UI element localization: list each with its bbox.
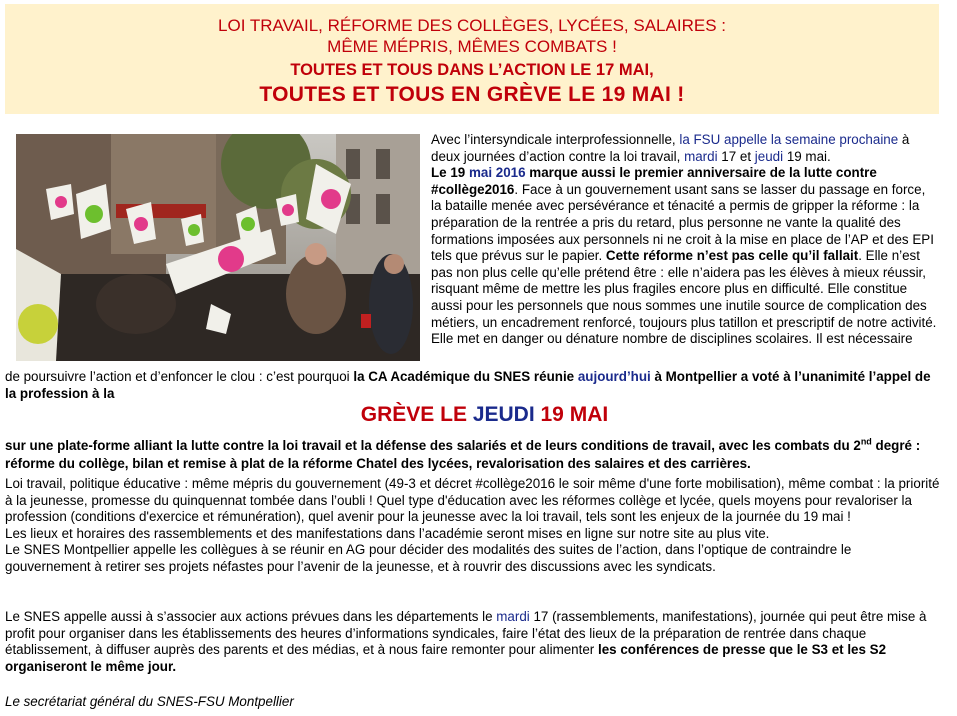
intro-text-7: 19 mai. xyxy=(783,148,831,164)
protest-crowd-flags-photo-icon xyxy=(16,134,420,361)
intro-text-2: la FSU appelle la semaine prochaine xyxy=(679,132,899,147)
intro-text-1: Avec l’intersyndicale interprofessionnelle, xyxy=(431,132,680,147)
continuation-text-2: la CA Académique du SNES réunie xyxy=(353,369,578,384)
intro-text-11: . Face à un gouvernement usant sans se lasser du passage en force, la bataille menée avec persévérance et ténacité a permis de gripper la réforme : la préparation de la rentrée a pris du retard, plus personne ne vante la qualité des formations imposées aux personnels ni ne croit à la mise en place de l’AP et des EPI tels que prévus sur le papier. xyxy=(431,181,934,264)
banner-line-4: TOUTES ET TOUS EN GRÈVE LE 19 MAI ! xyxy=(259,83,685,106)
banner-line-1: LOI TRAVAIL, RÉFORME DES COLLÈGES, LYCÉES, SALAIRES : xyxy=(218,16,726,35)
signature: Le secrétariat général du SNES-FSU Montpellier xyxy=(5,694,294,709)
paragraph-ag-call: Le SNES Montpellier appelle les collègues à se réunir en AG pour décider des modalités des suites de l’action, dans l’optique de contraindre le gouvernement à retirer ses projets néfastes pour l’avenir de la jeunesse, et à rouvrir des discussions avec les syndicats. xyxy=(5,542,852,574)
departments-text-1: Le SNES appelle aussi à s’associer aux actions prévues dans les départements le xyxy=(5,609,497,624)
intro-text-4: mardi xyxy=(684,148,718,164)
strike-headline-part-1: GRÈVE LE xyxy=(360,403,473,426)
departments-text-3: 17 (rassemblements, manifestations), journée qui peut être mise à profit pour organiser dans les établissements des heures d’informations syndicales, faire l’état des lieux de la préparation de rentrée dans chaque établissement, à diffuser auprès des parents et des médias, et à nous faire remonter pour alimenter xyxy=(5,609,927,658)
intro-text-3: à deux journées d’action contre la loi travail, xyxy=(431,132,910,164)
intro-text-13: . Elle n’est pas non plus celle qu’elle prétend être : elle n’aidera pas les élèves à mieux réussir, risquant même de mettre les plus fragiles encore plus en difficulté. Elle constitue aussi pour les personnels que nous sommes une inutile source de complication des métiers, un encadrement renforcé, toujours plus tatillon et prescriptif de notre activité. Elle met en danger ou dénature nombre de disciplines scolaires. Il est nécessaire xyxy=(431,248,937,347)
departments-text-2: mardi xyxy=(496,609,530,624)
continuation-text-4: à Montpellier a voté à l’unanimité l’appel de la profession à la xyxy=(5,369,931,401)
paragraph-locations: Les lieux et horaires des rassemblements et des manifestations dans l’académie seront mises en ligne sur notre site au plus vite. xyxy=(5,525,770,541)
strike-headline-part-2: JEUDI xyxy=(472,403,535,426)
intro-text xyxy=(431,132,937,348)
departments-text-4: les conférences de presse que le S3 et les S2 organiseront le même jour. xyxy=(5,642,887,674)
headline-banner xyxy=(5,4,939,114)
banner-line-3: TOUTES ET TOUS DANS L’ACTION LE 17 MAI, xyxy=(290,61,654,79)
continuation-text xyxy=(5,369,940,402)
banner-line-2: MÊME MÉPRIS, MÊMES COMBATS ! xyxy=(327,37,617,56)
intro-text-8: Le 19 xyxy=(431,165,469,181)
platform-text-2: degré : réforme du collège, bilan et remise à plat de la réforme Chatel des lycées, revalorisation des salaires et des carrières. xyxy=(5,438,921,471)
paragraph-government: Loi travail, politique éducative : même mépris du gouvernement (49-3 et décret #collège2016 le soir même d'une forte mobilisation), même combat : la priorité à la jeunesse, promesse du quinquennat tombée dans l’oubli ! Quel type d'éducation avec les réformes collège et lycée, quels moyens pour revaloriser la profession (conditions d'exercice et rémunération), quel avenir pour la jeunesse avec la loi travail, tels sont les enjeux de la journée du 19 mai ! xyxy=(5,476,940,525)
platform-text-1: sur une plate-forme alliant la lutte contre la loi travail et la défense des salariés et de leurs conditions de travail, avec les combats du 2 xyxy=(5,438,861,453)
continuation-text-1: de poursuivre l’action et d’enfoncer le clou : c’est pourquoi xyxy=(5,369,354,384)
strike-headline xyxy=(0,403,957,427)
intro-text-5: 17 et xyxy=(717,148,755,164)
main-paragraphs xyxy=(5,476,940,576)
intro-text-10: marque aussi le premier anniversaire de la lutte contre #collège2016 xyxy=(431,165,877,197)
intro-text-9: mai 2016 xyxy=(468,165,526,181)
intro-text-6: jeudi xyxy=(754,148,784,164)
paragraph-departments xyxy=(5,609,940,675)
strike-headline-part-3: 19 MAI xyxy=(534,403,609,426)
platform-superscript: nd xyxy=(860,436,872,447)
protest-photo xyxy=(16,134,420,361)
intro-text-12: Cette réforme n’est pas celle qu’il fallait xyxy=(605,248,859,264)
platform-text xyxy=(5,437,940,472)
continuation-text-3: aujourd’hui xyxy=(577,369,651,384)
